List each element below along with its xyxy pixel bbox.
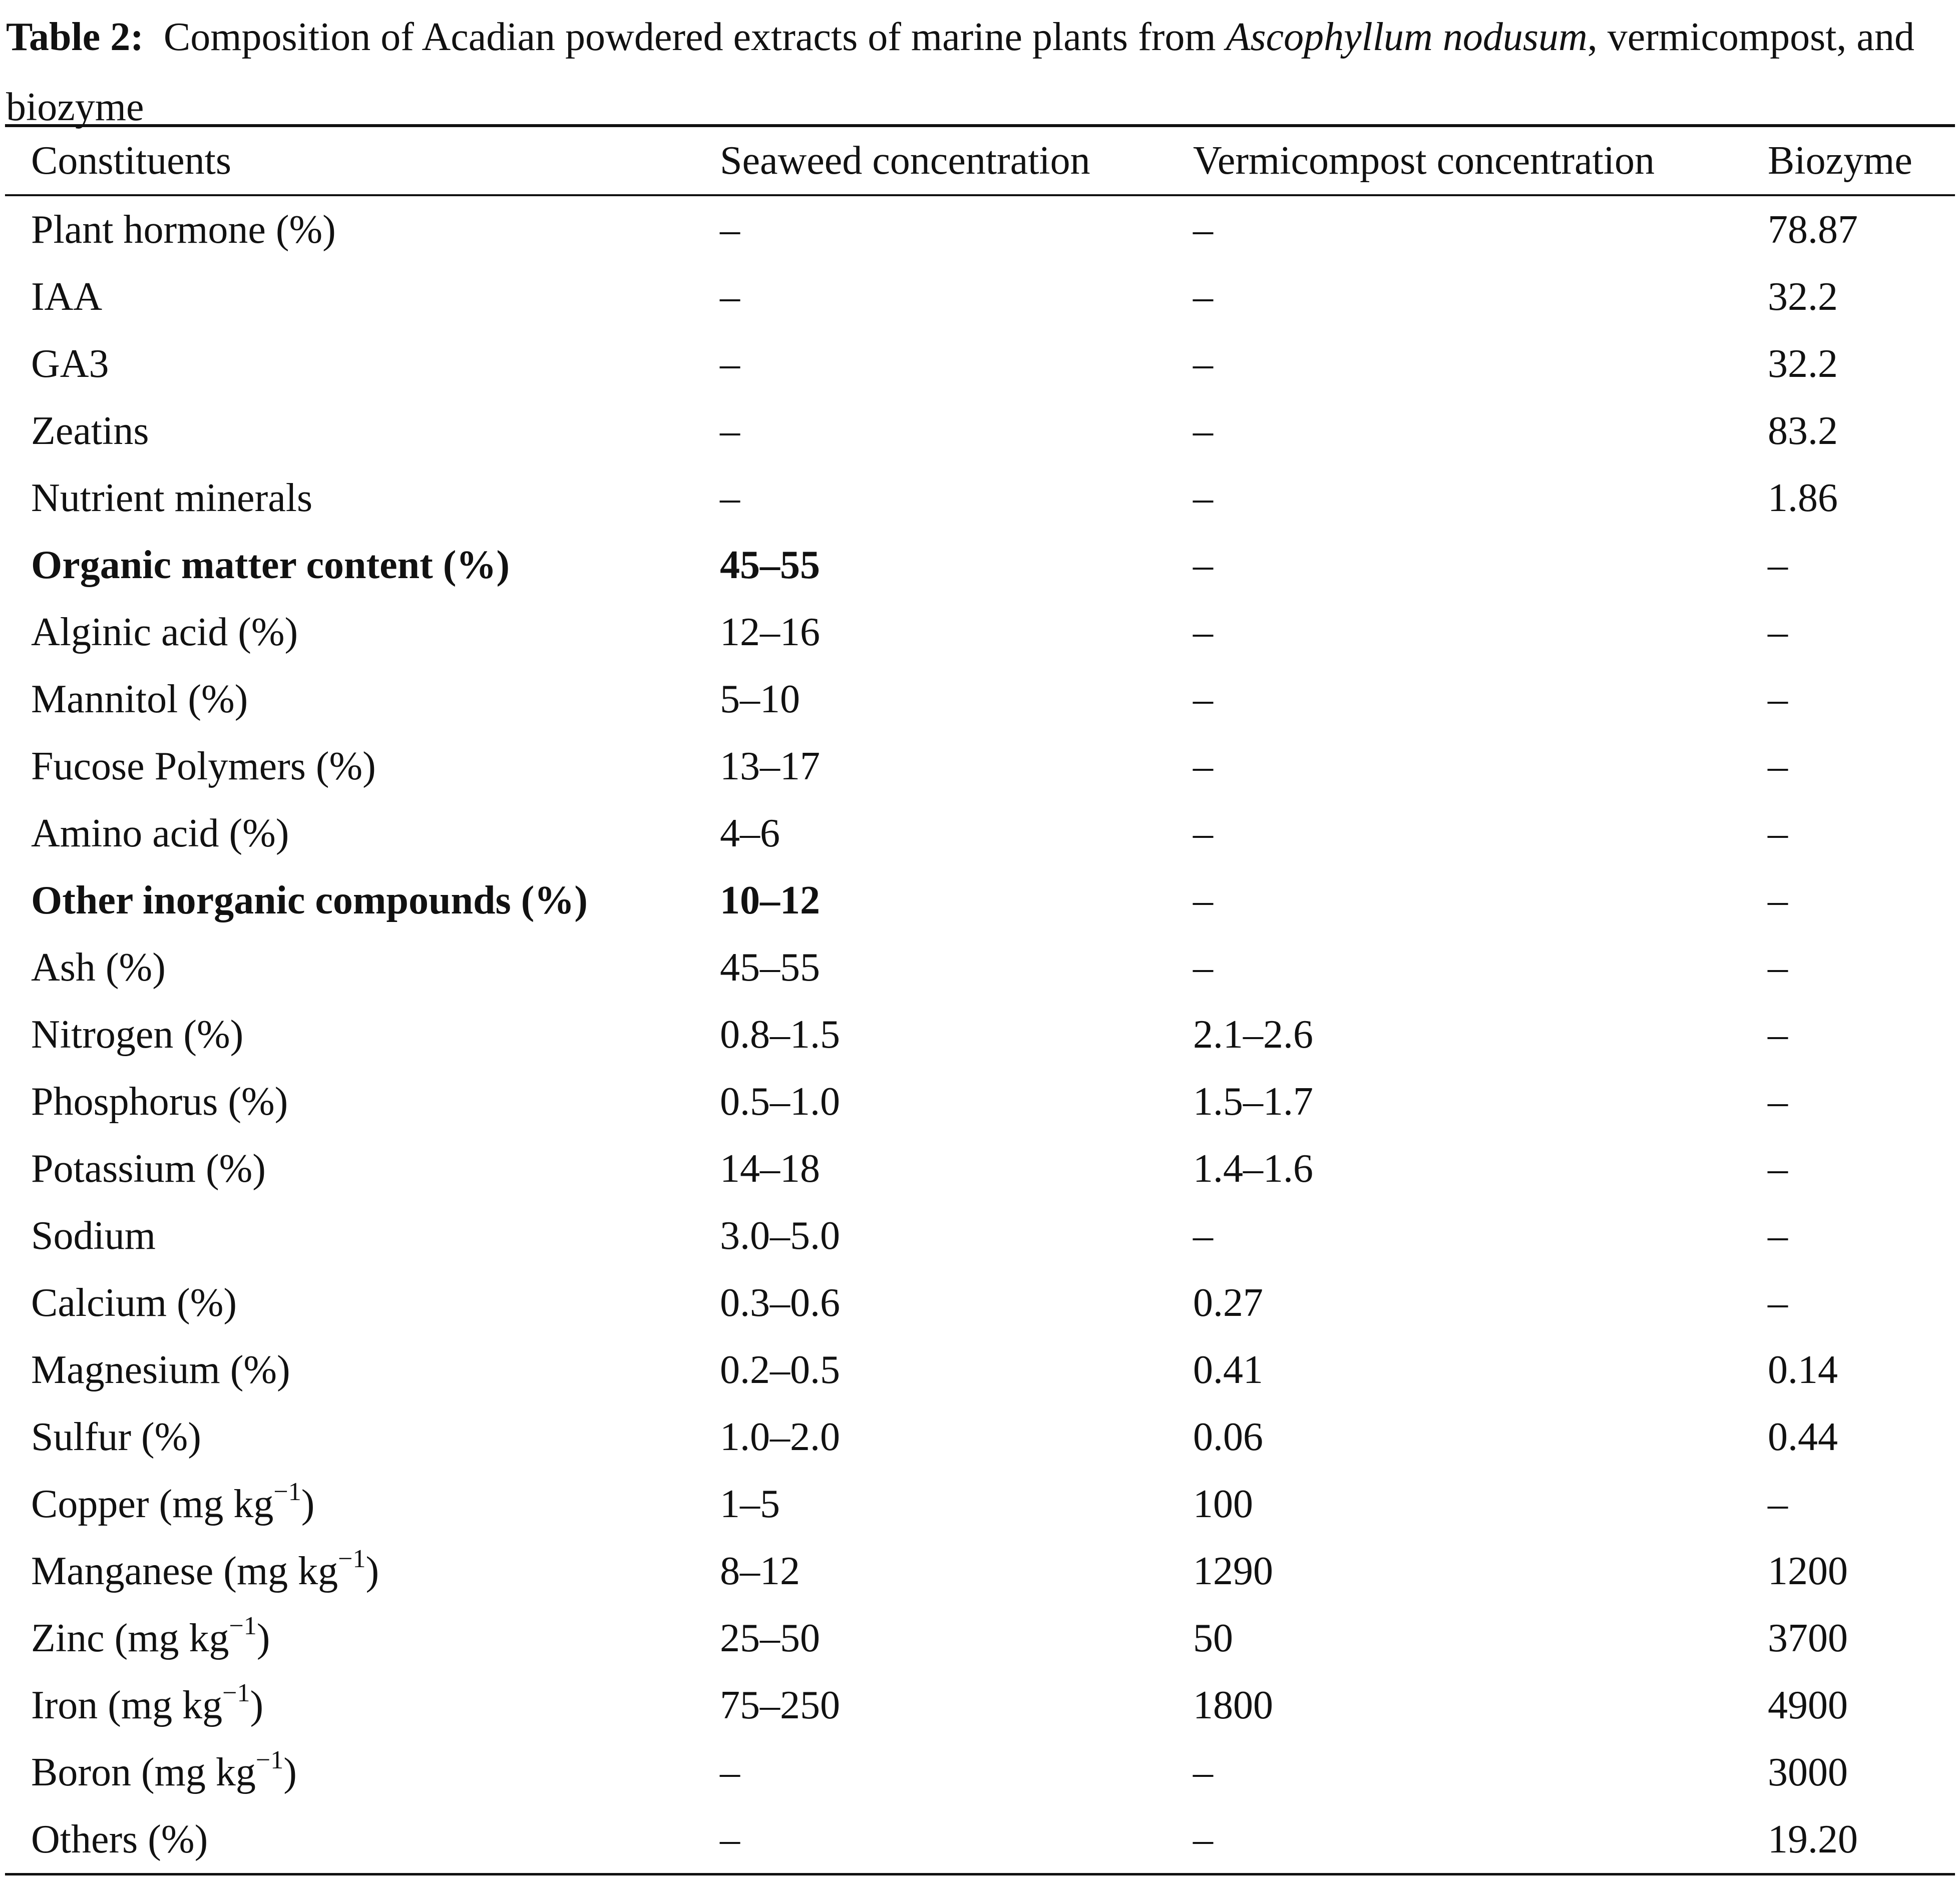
cell-constituent bbox=[5, 195, 694, 263]
cell-seaweed: 5–10 bbox=[720, 677, 800, 721]
cell-vermicompost: – bbox=[1193, 946, 1213, 990]
constituent-name: Amino acid (%) bbox=[31, 811, 289, 855]
unit-exponent: −1 bbox=[338, 1545, 366, 1574]
constituent-unit-end: ) bbox=[283, 1750, 297, 1794]
cell-vermicompost: – bbox=[1193, 1750, 1213, 1794]
cell-constituent bbox=[5, 1336, 694, 1403]
constituent-name: GA3 bbox=[31, 342, 109, 386]
cell-seaweed: 10–12 bbox=[720, 878, 820, 922]
caption-text: Composition of Acadian powdered extracts of marine plants from bbox=[163, 15, 1226, 59]
header-constituents: Constituents bbox=[31, 138, 232, 183]
table-row bbox=[5, 1269, 1955, 1336]
cell-seaweed: 13–17 bbox=[720, 744, 820, 788]
table-row bbox=[5, 464, 1955, 532]
cell-seaweed: 0.8–1.5 bbox=[720, 1013, 840, 1057]
constituent-name: Calcium (%) bbox=[31, 1281, 237, 1325]
cell-seaweed: 12–16 bbox=[720, 610, 820, 654]
cell-vermicompost: – bbox=[1193, 1817, 1213, 1861]
cell-vermicompost: 2.1–2.6 bbox=[1193, 1013, 1313, 1057]
cell-seaweed: 45–55 bbox=[720, 543, 820, 587]
composition-table-container bbox=[5, 124, 1955, 1875]
cell-vermicompost: – bbox=[1193, 275, 1213, 319]
constituent-unit-end: ) bbox=[301, 1482, 315, 1526]
cell-constituent bbox=[5, 1672, 694, 1739]
table-row bbox=[5, 1672, 1955, 1739]
cell-seaweed: 1–5 bbox=[720, 1482, 780, 1526]
cell-constituent bbox=[5, 263, 694, 330]
cell-seaweed: – bbox=[720, 275, 740, 319]
cell-biozyme: – bbox=[1768, 543, 1788, 587]
cell-vermicompost: 1800 bbox=[1193, 1683, 1273, 1727]
cell-constituent bbox=[5, 1001, 694, 1068]
cell-vermicompost: 1.4–1.6 bbox=[1193, 1147, 1313, 1191]
cell-constituent bbox=[5, 1068, 694, 1135]
constituent-name: Organic matter content (%) bbox=[31, 543, 510, 587]
constituent-name: Nitrogen (%) bbox=[31, 1013, 244, 1057]
table-row bbox=[5, 1068, 1955, 1135]
unit-exponent: −1 bbox=[273, 1478, 301, 1507]
table-row bbox=[5, 1202, 1955, 1269]
cell-seaweed: 4–6 bbox=[720, 811, 780, 855]
cell-seaweed: 0.5–1.0 bbox=[720, 1080, 840, 1124]
cell-vermicompost: – bbox=[1193, 744, 1213, 788]
cell-biozyme: – bbox=[1768, 1482, 1788, 1526]
constituent-unit-end: ) bbox=[256, 1616, 270, 1660]
cell-constituent bbox=[5, 1739, 694, 1806]
caption-species: Ascophyllum nodusum bbox=[1226, 15, 1588, 59]
table-row bbox=[5, 733, 1955, 800]
constituent-name: Phosphorus (%) bbox=[31, 1080, 288, 1124]
cell-vermicompost: 50 bbox=[1193, 1616, 1233, 1660]
cell-constituent bbox=[5, 464, 694, 532]
table-row bbox=[5, 397, 1955, 464]
table-row bbox=[5, 195, 1955, 263]
table-body bbox=[5, 195, 1955, 1874]
cell-vermicompost: – bbox=[1193, 476, 1213, 520]
table-row bbox=[5, 1739, 1955, 1806]
cell-seaweed: 8–12 bbox=[720, 1549, 800, 1593]
cell-vermicompost: – bbox=[1193, 409, 1213, 453]
cell-biozyme: 4900 bbox=[1768, 1683, 1848, 1727]
cell-constituent bbox=[5, 397, 694, 464]
cell-vermicompost: – bbox=[1193, 811, 1213, 855]
cell-biozyme: – bbox=[1768, 677, 1788, 721]
constituent-name: Sulfur (%) bbox=[31, 1415, 201, 1459]
constituent-name: Manganese (mg kg bbox=[31, 1549, 338, 1593]
cell-biozyme: 78.87 bbox=[1768, 208, 1858, 252]
cell-biozyme: – bbox=[1768, 1013, 1788, 1057]
cell-vermicompost: – bbox=[1193, 208, 1213, 252]
cell-constituent bbox=[5, 1269, 694, 1336]
cell-seaweed: – bbox=[720, 409, 740, 453]
cell-seaweed: – bbox=[720, 476, 740, 520]
table-row bbox=[5, 599, 1955, 666]
table-row bbox=[5, 867, 1955, 934]
cell-seaweed: 25–50 bbox=[720, 1616, 820, 1660]
cell-constituent bbox=[5, 599, 694, 666]
constituent-name: Alginic acid (%) bbox=[31, 610, 298, 654]
table-row bbox=[5, 1806, 1955, 1874]
cell-constituent bbox=[5, 1471, 694, 1538]
table-row bbox=[5, 1001, 1955, 1068]
constituent-name: Others (%) bbox=[31, 1817, 208, 1861]
cell-constituent bbox=[5, 867, 694, 934]
cell-seaweed: 3.0–5.0 bbox=[720, 1214, 840, 1258]
constituent-name: Magnesium (%) bbox=[31, 1348, 290, 1392]
cell-biozyme: – bbox=[1768, 1281, 1788, 1325]
cell-biozyme: 1200 bbox=[1768, 1549, 1848, 1593]
constituent-name: Other inorganic compounds (%) bbox=[31, 878, 588, 922]
cell-seaweed: – bbox=[720, 342, 740, 386]
cell-vermicompost: 1.5–1.7 bbox=[1193, 1080, 1313, 1124]
cell-seaweed: – bbox=[720, 208, 740, 252]
cell-biozyme: – bbox=[1768, 610, 1788, 654]
table-row bbox=[5, 800, 1955, 867]
constituent-name: Mannitol (%) bbox=[31, 677, 248, 721]
cell-constituent bbox=[5, 1135, 694, 1202]
table-row bbox=[5, 1403, 1955, 1471]
cell-biozyme: – bbox=[1768, 811, 1788, 855]
header-biozyme: Biozyme bbox=[1768, 138, 1912, 183]
cell-biozyme: 3000 bbox=[1768, 1750, 1848, 1794]
caption-text-end: , vermicompost, and biozyme bbox=[6, 15, 1914, 129]
cell-biozyme: 83.2 bbox=[1768, 409, 1838, 453]
header-vermicompost: Vermicompost concentration bbox=[1193, 138, 1655, 183]
header-row bbox=[5, 126, 1955, 195]
cell-seaweed: 45–55 bbox=[720, 946, 820, 990]
caption-label: Table 2: bbox=[6, 15, 144, 59]
cell-constituent bbox=[5, 733, 694, 800]
constituent-name: IAA bbox=[31, 275, 103, 319]
cell-seaweed: 75–250 bbox=[720, 1683, 840, 1727]
header-seaweed: Seaweed concentration bbox=[720, 138, 1090, 183]
cell-constituent bbox=[5, 532, 694, 599]
cell-constituent bbox=[5, 1605, 694, 1672]
unit-exponent: −1 bbox=[229, 1612, 257, 1641]
constituent-name: Sodium bbox=[31, 1214, 156, 1258]
unit-exponent: −1 bbox=[255, 1746, 284, 1775]
table-row bbox=[5, 532, 1955, 599]
cell-constituent bbox=[5, 666, 694, 733]
cell-biozyme: 19.20 bbox=[1768, 1817, 1858, 1861]
cell-seaweed: 14–18 bbox=[720, 1147, 820, 1191]
constituent-name: Iron (mg kg bbox=[31, 1683, 223, 1727]
constituent-name: Fucose Polymers (%) bbox=[31, 744, 376, 788]
cell-constituent bbox=[5, 1538, 694, 1605]
cell-vermicompost: 0.27 bbox=[1193, 1281, 1263, 1325]
constituent-name: Zeatins bbox=[31, 409, 149, 453]
cell-seaweed: – bbox=[720, 1817, 740, 1861]
table-row bbox=[5, 666, 1955, 733]
cell-biozyme: – bbox=[1768, 744, 1788, 788]
cell-vermicompost: 0.06 bbox=[1193, 1415, 1263, 1459]
table-row bbox=[5, 1135, 1955, 1202]
unit-exponent: −1 bbox=[222, 1679, 250, 1708]
cell-vermicompost: – bbox=[1193, 543, 1213, 587]
cell-biozyme: 32.2 bbox=[1768, 342, 1838, 386]
table-caption bbox=[6, 2, 1956, 142]
constituent-name: Copper (mg kg bbox=[31, 1482, 274, 1526]
cell-vermicompost: – bbox=[1193, 1214, 1213, 1258]
cell-constituent bbox=[5, 800, 694, 867]
cell-vermicompost: – bbox=[1193, 610, 1213, 654]
cell-constituent bbox=[5, 1806, 694, 1874]
cell-seaweed: 0.3–0.6 bbox=[720, 1281, 840, 1325]
cell-biozyme: – bbox=[1768, 1080, 1788, 1124]
constituent-name: Ash (%) bbox=[31, 946, 166, 990]
table-row bbox=[5, 1538, 1955, 1605]
cell-seaweed: 1.0–2.0 bbox=[720, 1415, 840, 1459]
constituent-name: Zinc (mg kg bbox=[31, 1616, 229, 1660]
cell-biozyme: 0.44 bbox=[1768, 1415, 1838, 1459]
cell-constituent bbox=[5, 1403, 694, 1471]
cell-constituent bbox=[5, 1202, 694, 1269]
cell-biozyme: 3700 bbox=[1768, 1616, 1848, 1660]
cell-vermicompost: 0.41 bbox=[1193, 1348, 1263, 1392]
cell-vermicompost: – bbox=[1193, 878, 1213, 922]
table-row bbox=[5, 1336, 1955, 1403]
table-row bbox=[5, 1471, 1955, 1538]
table-row bbox=[5, 934, 1955, 1001]
cell-seaweed: 0.2–0.5 bbox=[720, 1348, 840, 1392]
constituent-name: Potassium (%) bbox=[31, 1147, 266, 1191]
constituent-name: Boron (mg kg bbox=[31, 1750, 256, 1794]
constituent-name: Plant hormone (%) bbox=[31, 208, 336, 252]
table-row bbox=[5, 263, 1955, 330]
cell-biozyme: – bbox=[1768, 1147, 1788, 1191]
constituent-unit-end: ) bbox=[365, 1549, 379, 1593]
cell-constituent bbox=[5, 934, 694, 1001]
table-row bbox=[5, 330, 1955, 397]
cell-biozyme: – bbox=[1768, 946, 1788, 990]
cell-vermicompost: – bbox=[1193, 342, 1213, 386]
cell-biozyme: – bbox=[1768, 878, 1788, 922]
cell-biozyme: 0.14 bbox=[1768, 1348, 1838, 1392]
cell-seaweed: – bbox=[720, 1750, 740, 1794]
cell-vermicompost: 1290 bbox=[1193, 1549, 1273, 1593]
constituent-unit-end: ) bbox=[250, 1683, 264, 1727]
cell-biozyme: 32.2 bbox=[1768, 275, 1838, 319]
cell-biozyme: 1.86 bbox=[1768, 476, 1838, 520]
table-row bbox=[5, 1605, 1955, 1672]
composition-table bbox=[5, 124, 1955, 1875]
constituent-name: Nutrient minerals bbox=[31, 476, 313, 520]
cell-constituent bbox=[5, 330, 694, 397]
cell-vermicompost: – bbox=[1193, 677, 1213, 721]
cell-vermicompost: 100 bbox=[1193, 1482, 1253, 1526]
cell-biozyme: – bbox=[1768, 1214, 1788, 1258]
